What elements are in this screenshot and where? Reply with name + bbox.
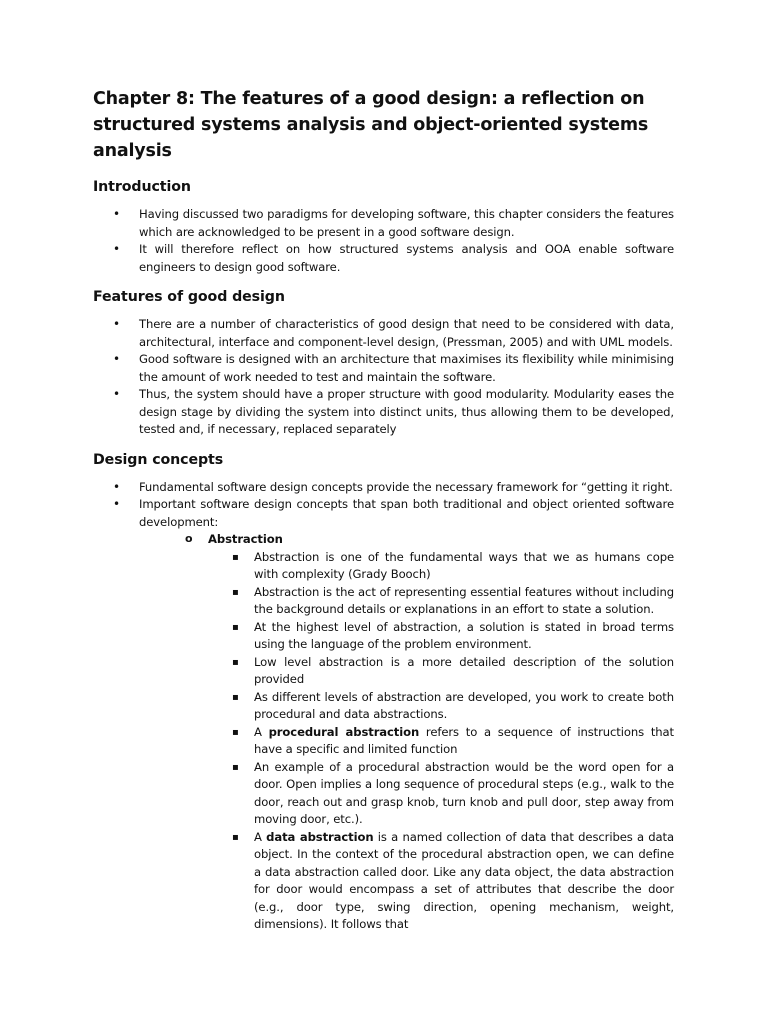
introduction-list xyxy=(93,206,674,276)
procedural-abstraction-term: procedural abstraction xyxy=(268,724,420,739)
features-list xyxy=(93,316,674,439)
data-abstraction-item xyxy=(254,829,674,934)
list-item: • Good software is designed with an architecture that maximises its flexibility while minimising the amount of work needed to test and maintain the software. xyxy=(93,351,674,386)
list-item-text: Important software design concepts that span both traditional and object oriented software development: xyxy=(139,497,674,529)
sub-list xyxy=(139,531,674,934)
list-item: ▪ Low level abstraction is a more detailed description of the solution provided xyxy=(254,654,674,689)
list-item xyxy=(93,496,674,934)
abstraction-list xyxy=(208,549,674,934)
list-item: ▪ Abstraction is the act of representing essential features without including the background details or explanations in an effort to state a solution. xyxy=(254,584,674,619)
chapter-title: Chapter 8: The features of a good design: a reflection on structured systems analysis and object-oriented systems analysis xyxy=(93,89,649,161)
list-item: ▪ As different levels of abstraction are developed, you work to create both procedural and data abstractions. xyxy=(254,689,674,724)
text-suffix: refers to a sequence of instructions that have a specific and limited function xyxy=(254,724,674,756)
list-item: • It will therefore reflect on how structured systems analysis and OOA enable software engineers to design good software. xyxy=(93,241,674,276)
design-concepts-heading: Design concepts xyxy=(93,451,224,468)
list-item: • There are a number of characteristics of good design that need to be considered with data, architectural, interface and component-level design, (Pressman, 2005) and with UML models. xyxy=(93,316,674,351)
abstraction-item xyxy=(185,531,674,934)
procedural-abstraction-item xyxy=(254,724,674,759)
features-heading: Features of good design xyxy=(93,289,285,305)
text-prefix: A xyxy=(254,724,269,739)
features-section xyxy=(93,286,674,439)
data-abstraction-term: data abstraction xyxy=(266,829,374,844)
design-concepts-section xyxy=(93,449,674,934)
introduction-heading: Introduction xyxy=(93,179,191,195)
introduction-section xyxy=(93,176,674,276)
list-item: ▪ At the highest level of abstraction, a solution is stated in broad terms using the language of the problem environment. xyxy=(254,619,674,654)
list-item: • Having discussed two paradigms for developing software, this chapter considers the features which are acknowledged to be present in a good software design. xyxy=(93,206,674,241)
abstraction-label: Abstraction xyxy=(208,532,283,546)
list-item: ▪ Abstraction is one of the fundamental ways that we as humans cope with complexity (Grady Booch) xyxy=(254,549,674,584)
list-item: ▪ An example of a procedural abstraction would be the word open for a door. Open implies a long sequence of procedural steps (e.g., walk to the door, reach out and grasp knob, turn knob and pull door, step away from moving door, etc.). xyxy=(254,759,674,829)
text-suffix: is a named collection of data that describes a data object. In the context of the procedural abstraction open, we can define a data abstraction called door. Like any data object, the data abstraction for door would encompass a set of attributes that describe the door (e.g., door type, swing direction, opening mechanism, weight, dimensions). It follows that xyxy=(254,829,674,931)
list-item: • Thus, the system should have a proper structure with good modularity. Modularity eases the design stage by dividing the system into distinct units, thus allowing them to be developed, tested and, if necessary, replaced separately xyxy=(93,386,674,439)
design-concepts-list xyxy=(93,479,674,934)
text-prefix: A xyxy=(254,829,267,844)
list-item: • Fundamental software design concepts provide the necessary framework for “getting it right. xyxy=(93,479,674,497)
